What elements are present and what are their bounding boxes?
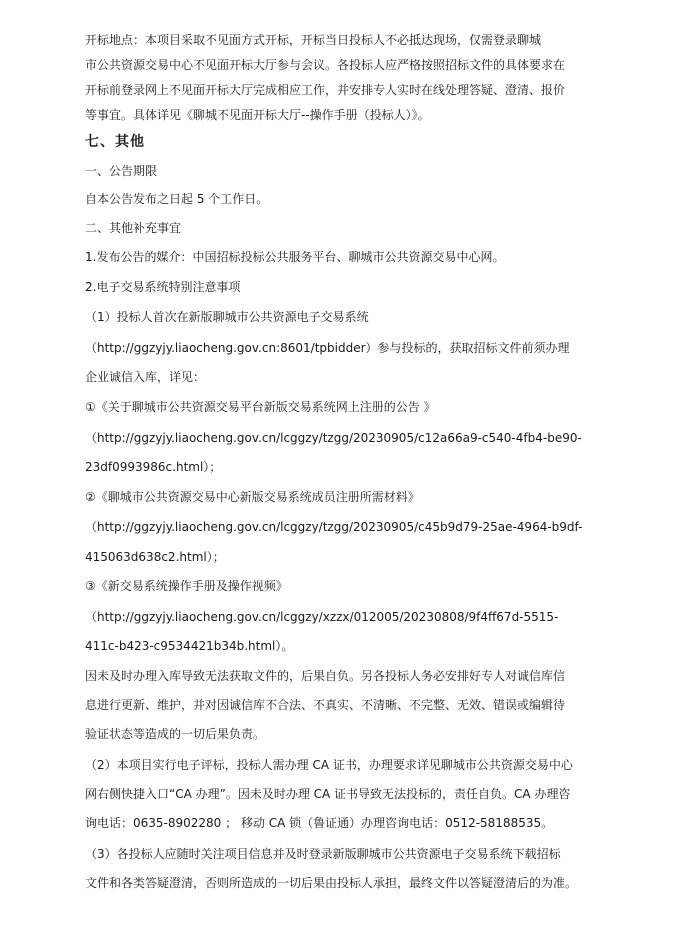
reference-1-title: ①《关于聊城市公共资源交易平台新版交易系统网上注册的公告 》 [85,400,436,414]
ca-note-line-2: 网右侧快捷入口“CA 办理”。因未及时办理 CA 证书导致无法投标的，责任自负。CA 办理咨 [85,787,571,801]
subsection-announcement-period: 一、公告期限 [85,164,158,178]
ca-note-line-3: 询电话：0635-8902280 ； 移动 CA 锁（鲁证通）办理咨询电话：0512-58188535。 [85,816,554,830]
warning-line-1: 因未及时办理入库导致无法获取文件的，后果自负。另各投标人务必安排好专人对诚信库信 [85,669,566,683]
reference-1-url-line-2: 23df0993986c.html）； [85,460,222,474]
bid-opening-location-line-4: 等事宜。具体详见《聊城不见面开标大厅--操作手册（投标人）》。 [85,108,430,122]
section-title-other: 七、其他 [85,134,145,150]
note-1-first-time-bidder: （1）投标人首次在新版聊城市公共资源电子交易系统 [85,310,369,324]
reference-1-url-line-1: （http://ggzyjy.liaocheng.gov.cn/lcggzy/tzgg/20230905/c12a66a9-c540-4fb4-be90- [85,431,582,445]
item-publication-media: 1.发布公告的媒介：中国招标投标公共服务平台、聊城市公共资源交易中心网。 [85,250,505,264]
bid-opening-location-line-1: 开标地点：本项目采取不见面方式开标，开标当日投标人不必抵达现场，仅需登录聊城 [85,33,542,47]
note-1-system-url-line: （http://ggzyjy.liaocheng.gov.cn:8601/tpbidder）参与投标的，获取招标文件前须办理 [85,341,570,355]
final-note-line-2: 文件和各类答疑澄清，否则所造成的一切后果由投标人承担，最终文件以答疑澄清后的为准。 [85,876,578,890]
item-electronic-system-notes: 2.电子交易系统特别注意事项 [85,280,241,294]
reference-3-url-line-2: 411c-b423-c9534421b34b.html）。 [85,639,294,653]
bid-opening-location-line-3: 开标前登录网上不见面开标大厅完成相应工作，并安排专人实时在线处理答疑、澄清、报价 [85,83,566,97]
final-note-line-1: （3）各投标人应随时关注项目信息并及时登录新版聊城市公共资源电子交易系统下载招标 [85,847,561,861]
subsection-other-matters: 二、其他补充事宜 [85,221,182,235]
reference-2-title: ②《聊城市公共资源交易中心新版交易系统成员注册所需材料》 [85,490,420,504]
reference-2-url-line-1: （http://ggzyjy.liaocheng.gov.cn/lcggzy/tzgg/20230905/c45b9d79-25ae-4964-b9df- [85,520,583,534]
warning-line-2: 息进行更新、维护，并对因诚信库不合法、不真实、不清晰、不完整、无效、错误或编辑待 [85,698,566,712]
ca-note-line-1: （2）本项目实行电子评标，投标人需办理 CA 证书，办理要求详见聊城市公共资源交易中心 [85,758,573,772]
reference-2-url-line-2: 415063d638c2.html）； [85,550,225,564]
announcement-period-text: 自本公告发布之日起 5 个工作日。 [85,192,269,206]
note-1-continuation: 企业诚信入库，详见： [85,370,206,384]
warning-line-3: 验证状态等造成的一切后果负责。 [85,727,266,741]
bid-opening-location-line-2: 市公共资源交易中心不见面开标大厅参与会议。各投标人应严格按照招标文件的具体要求在 [85,58,566,72]
reference-3-title: ③《新交易系统操作手册及操作视频》 [85,579,288,593]
reference-3-url-line-1: （http://ggzyjy.liaocheng.gov.cn/lcggzy/xzzx/012005/20230808/9f4ff67d-5515- [85,610,559,624]
